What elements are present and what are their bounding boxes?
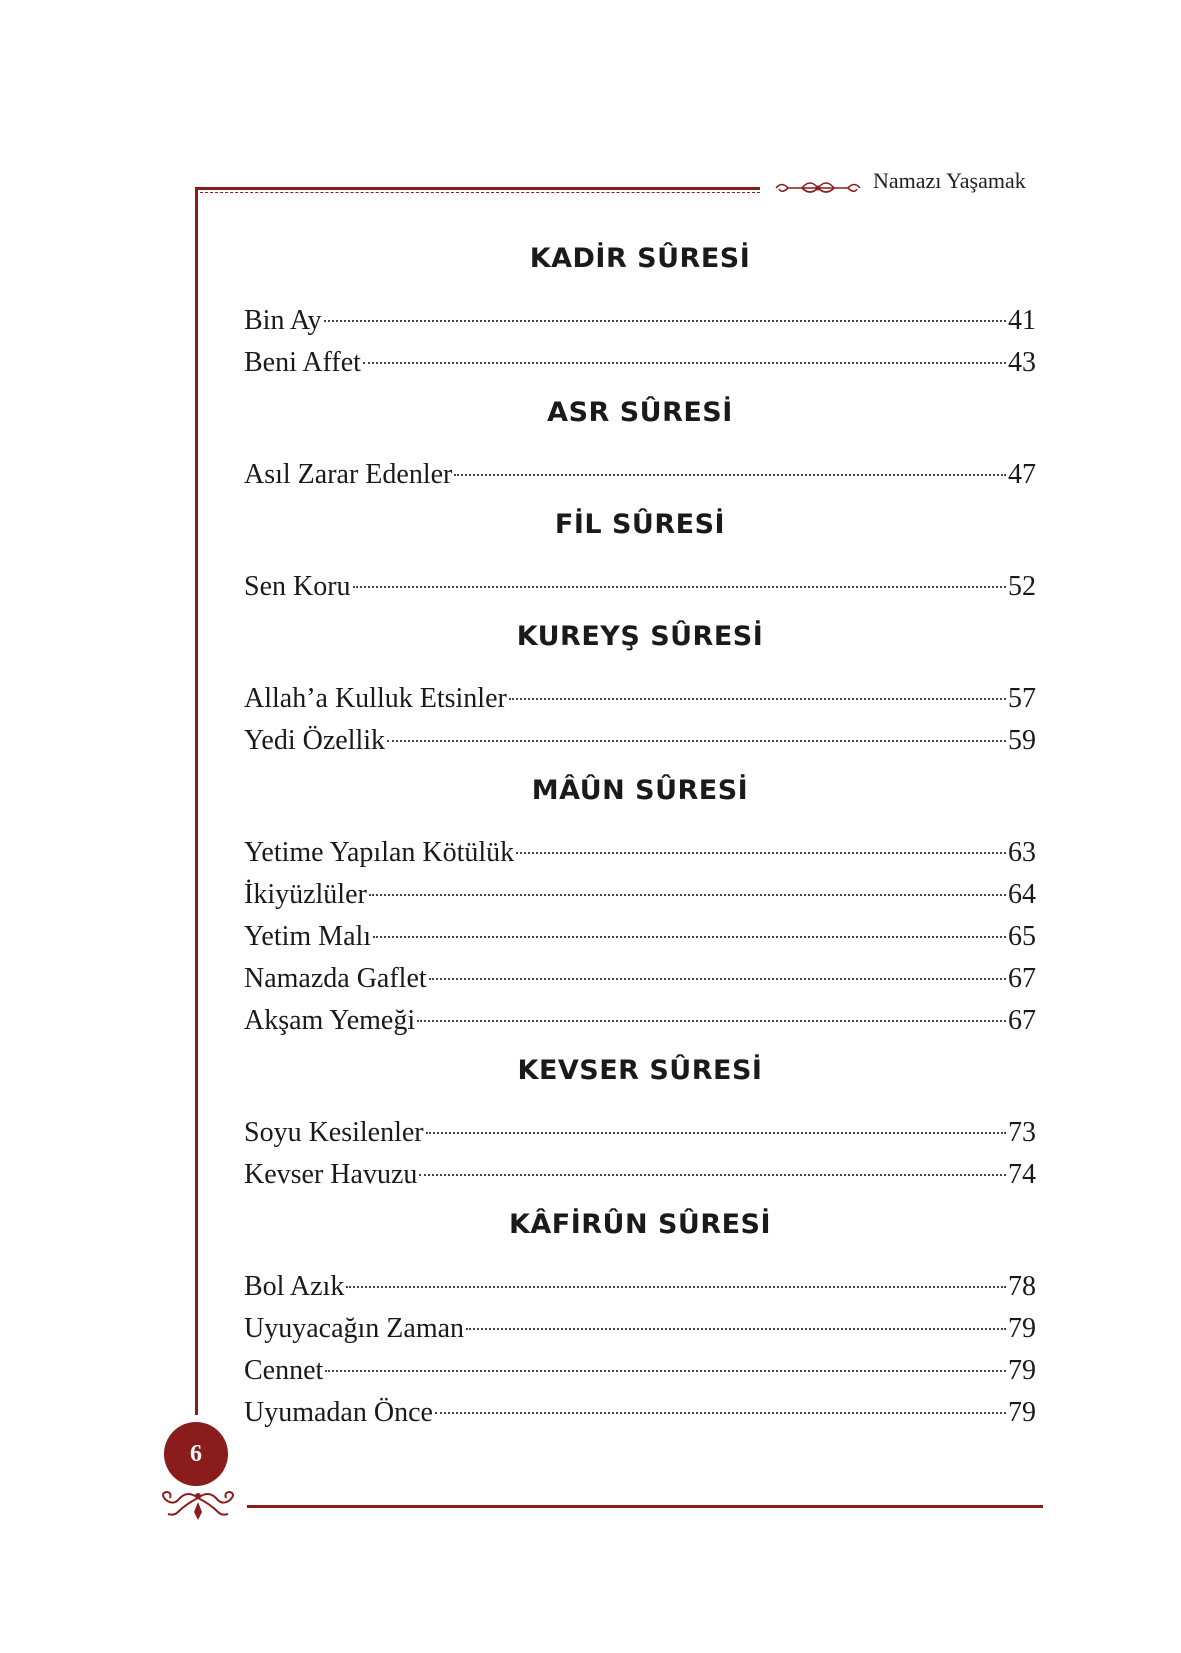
entry-page: 79 bbox=[1008, 1355, 1036, 1386]
entry-page: 65 bbox=[1008, 921, 1036, 952]
entry-title: Allah’a Kulluk Etsinler bbox=[244, 683, 507, 714]
entry-page: 78 bbox=[1008, 1271, 1036, 1302]
dot-leader bbox=[369, 894, 1006, 896]
section-title: KUREYŞ SÛRESİ bbox=[516, 621, 764, 652]
entry-title: Uyuyacağın Zaman bbox=[244, 1313, 465, 1344]
entry-title: Yetim Malı bbox=[244, 921, 372, 952]
toc-entry[interactable] bbox=[244, 958, 1036, 1000]
toc-entry[interactable] bbox=[244, 720, 1036, 762]
toc-entry[interactable] bbox=[244, 916, 1036, 958]
entry-page: 79 bbox=[1008, 1313, 1036, 1344]
entry-page: 74 bbox=[1008, 1159, 1036, 1190]
floral-ornament-icon bbox=[154, 1488, 242, 1524]
left-frame-line bbox=[195, 187, 198, 1415]
toc-entry[interactable] bbox=[244, 1350, 1036, 1392]
section-title: FİL SÛRESİ bbox=[554, 509, 726, 540]
top-frame-line bbox=[195, 187, 760, 190]
dot-leader bbox=[435, 1412, 1006, 1414]
entry-title: Bol Azık bbox=[244, 1271, 345, 1302]
dot-leader bbox=[324, 320, 1006, 322]
table-of-contents bbox=[244, 240, 1036, 1434]
dot-leader bbox=[426, 1132, 1006, 1134]
toc-entry[interactable] bbox=[244, 1392, 1036, 1434]
entry-page: 73 bbox=[1008, 1117, 1036, 1148]
floral-ornament-icon bbox=[772, 178, 864, 198]
toc-entry[interactable] bbox=[244, 1308, 1036, 1350]
section-title: KADİR SÛRESİ bbox=[529, 243, 751, 274]
entry-title: Asıl Zarar Edenler bbox=[244, 459, 453, 490]
dot-leader bbox=[387, 740, 1006, 742]
entry-page: 47 bbox=[1008, 459, 1036, 490]
entry-title: Kevser Havuzu bbox=[244, 1159, 418, 1190]
dot-leader bbox=[363, 362, 1006, 364]
entry-page: 57 bbox=[1008, 683, 1036, 714]
dot-leader bbox=[429, 978, 1006, 980]
toc-entry[interactable] bbox=[244, 342, 1036, 384]
entry-page: 67 bbox=[1008, 963, 1036, 994]
entry-title: Akşam Yemeği bbox=[244, 1005, 416, 1036]
toc-entry[interactable] bbox=[244, 300, 1036, 342]
toc-entry[interactable] bbox=[244, 1112, 1036, 1154]
entry-title: Beni Affet bbox=[244, 347, 361, 378]
section-title: MÂÛN SÛRESİ bbox=[531, 775, 749, 806]
section-title: ASR SÛRESİ bbox=[547, 397, 733, 428]
dot-leader bbox=[353, 586, 1006, 588]
toc-section bbox=[244, 506, 1036, 608]
toc-entry[interactable] bbox=[244, 678, 1036, 720]
entry-title: Yedi Özellik bbox=[244, 725, 386, 756]
entry-page: 63 bbox=[1008, 837, 1036, 868]
toc-section bbox=[244, 1206, 1036, 1434]
dot-leader bbox=[516, 852, 1006, 854]
entry-title: Yetime Yapılan Kötülük bbox=[244, 837, 515, 868]
toc-entry[interactable] bbox=[244, 832, 1036, 874]
toc-section bbox=[244, 772, 1036, 1042]
running-header-title: Namazı Yaşamak bbox=[873, 168, 1026, 193]
dot-leader bbox=[325, 1370, 1006, 1372]
toc-entry[interactable] bbox=[244, 454, 1036, 496]
entry-page: 52 bbox=[1008, 571, 1036, 602]
section-title: KÂFİRÛN SÛRESİ bbox=[508, 1209, 772, 1240]
toc-section bbox=[244, 618, 1036, 762]
entry-title: Namazda Gaflet bbox=[244, 963, 427, 994]
entry-page: 64 bbox=[1008, 879, 1036, 910]
toc-entry[interactable] bbox=[244, 1000, 1036, 1042]
toc-entry[interactable] bbox=[244, 566, 1036, 608]
entry-title: Cennet bbox=[244, 1355, 324, 1386]
toc-section bbox=[244, 394, 1036, 496]
dot-leader bbox=[346, 1286, 1006, 1288]
entry-title: Sen Koru bbox=[244, 571, 351, 602]
entry-title: Uyumadan Önce bbox=[244, 1397, 433, 1428]
entry-title: İkiyüzlüler bbox=[244, 879, 367, 910]
toc-section bbox=[244, 240, 1036, 384]
toc-entry[interactable] bbox=[244, 874, 1036, 916]
dot-leader bbox=[419, 1174, 1006, 1176]
entry-title: Bin Ay bbox=[244, 305, 322, 336]
entry-title: Soyu Kesilenler bbox=[244, 1117, 424, 1148]
entry-page: 41 bbox=[1008, 305, 1036, 336]
entry-page: 79 bbox=[1008, 1397, 1036, 1428]
dot-leader bbox=[509, 698, 1006, 700]
dot-leader bbox=[373, 936, 1006, 938]
entry-page: 67 bbox=[1008, 1005, 1036, 1036]
dot-leader bbox=[454, 474, 1006, 476]
toc-entry[interactable] bbox=[244, 1266, 1036, 1308]
entry-page: 43 bbox=[1008, 347, 1036, 378]
bottom-frame-line bbox=[247, 1505, 1043, 1508]
toc-entry[interactable] bbox=[244, 1154, 1036, 1196]
section-title: KEVSER SÛRESİ bbox=[517, 1055, 763, 1086]
page-number-badge: 6 bbox=[164, 1422, 228, 1486]
dot-leader bbox=[466, 1328, 1006, 1330]
toc-section bbox=[244, 1052, 1036, 1196]
dot-leader bbox=[417, 1020, 1006, 1022]
entry-page: 59 bbox=[1008, 725, 1036, 756]
